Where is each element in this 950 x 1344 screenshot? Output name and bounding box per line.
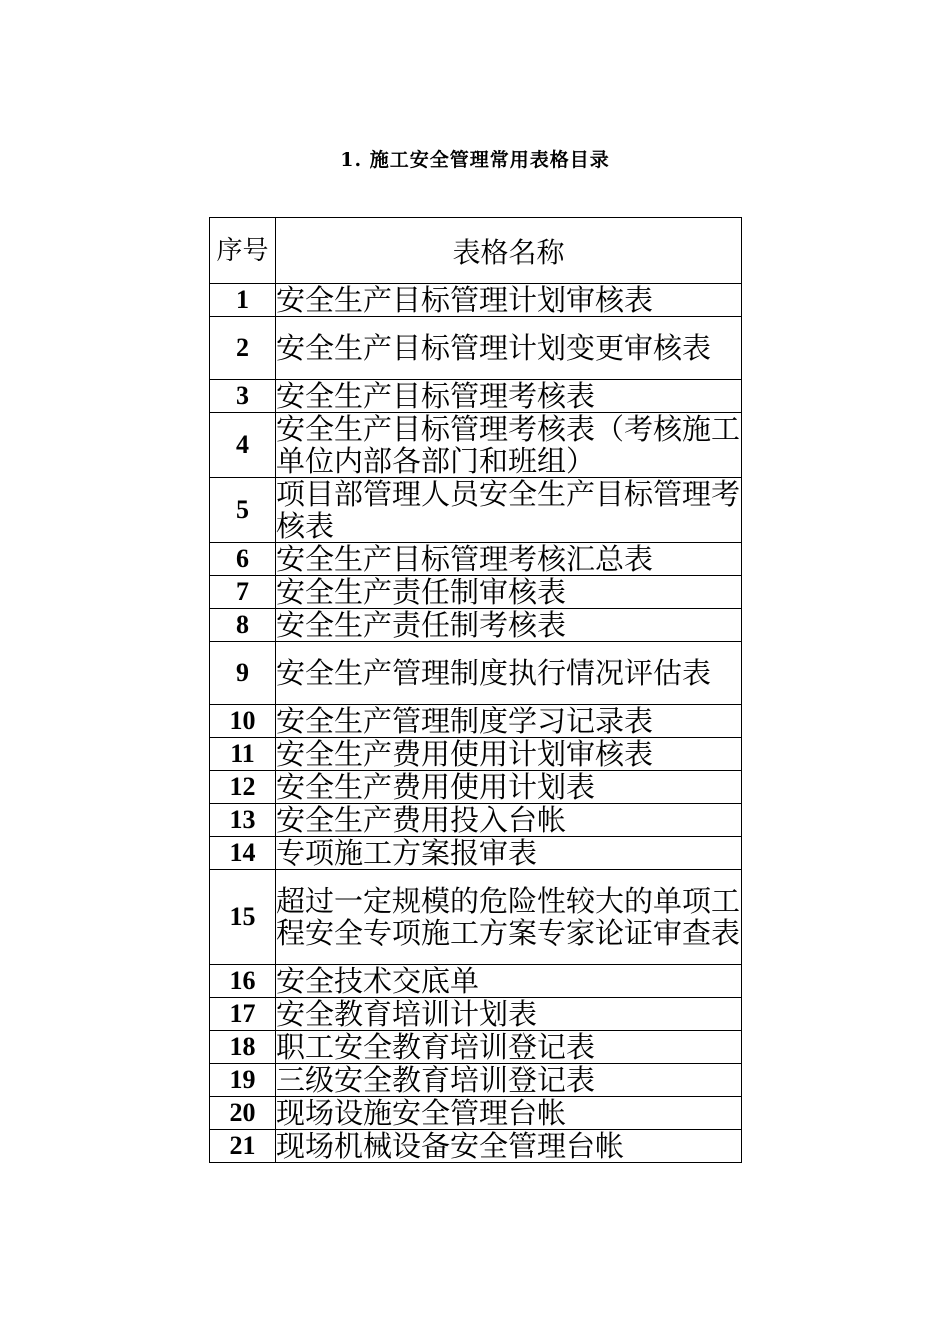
table-row — [210, 478, 742, 543]
table-row — [210, 413, 742, 478]
row-serial-number: 6 — [210, 543, 276, 576]
table-row — [210, 1130, 742, 1163]
header-serial-number: 序号 — [210, 218, 276, 284]
row-form-name: 安全技术交底单 — [276, 965, 742, 998]
table-row — [210, 642, 742, 705]
row-form-name: 安全生产目标管理考核表（考核施工单位内部各部门和班组） — [276, 412, 741, 478]
row-form-name: 超过一定规模的危险性较大的单项工程安全专项施工方案专家论证审查表 — [276, 870, 742, 965]
row-form-name: 安全生产费用投入台帐 — [276, 804, 742, 837]
table-row — [210, 576, 742, 609]
table-body — [210, 284, 742, 1163]
table-row — [210, 998, 742, 1031]
row-serial-number: 14 — [210, 837, 276, 870]
row-form-name: 职工安全教育培训登记表 — [276, 1031, 742, 1064]
row-serial-number: 2 — [210, 317, 276, 380]
table-row — [210, 804, 742, 837]
row-form-name: 安全生产目标管理考核表 — [276, 380, 742, 413]
row-form-name: 安全教育培训计划表 — [276, 998, 742, 1031]
row-form-name: 安全生产目标管理计划审核表 — [276, 284, 742, 317]
table-row — [210, 705, 742, 738]
table-row — [210, 317, 742, 380]
table-row — [210, 543, 742, 576]
row-serial-number: 9 — [210, 642, 276, 705]
row-serial-number: 19 — [210, 1064, 276, 1097]
row-serial-number: 18 — [210, 1031, 276, 1064]
row-form-name: 安全生产责任制审核表 — [276, 576, 742, 609]
row-serial-number: 8 — [210, 609, 276, 642]
table-row — [210, 609, 742, 642]
table-row — [210, 380, 742, 413]
table-row — [210, 1097, 742, 1130]
row-form-name: 三级安全教育培训登记表 — [276, 1064, 742, 1097]
row-serial-number: 11 — [210, 738, 276, 771]
row-serial-number: 17 — [210, 998, 276, 1031]
row-serial-number: 15 — [210, 870, 276, 965]
table-row — [210, 1031, 742, 1064]
row-serial-number: 12 — [210, 771, 276, 804]
table-row — [210, 738, 742, 771]
row-serial-number: 5 — [210, 478, 276, 543]
table-row — [210, 284, 742, 317]
row-serial-number: 3 — [210, 380, 276, 413]
row-serial-number: 4 — [210, 413, 276, 478]
table-row — [210, 965, 742, 998]
row-form-name: 安全生产管理制度学习记录表 — [276, 705, 742, 738]
row-serial-number: 7 — [210, 576, 276, 609]
table-row — [210, 837, 742, 870]
table-row — [210, 870, 742, 965]
row-form-name: 项目部管理人员安全生产目标管理考核表 — [276, 477, 741, 543]
row-serial-number: 16 — [210, 965, 276, 998]
row-serial-number: 20 — [210, 1097, 276, 1130]
table-header-row — [210, 218, 742, 284]
row-form-name: 安全生产费用使用计划审核表 — [276, 738, 742, 771]
row-serial-number: 13 — [210, 804, 276, 837]
row-form-name: 专项施工方案报审表 — [276, 837, 742, 870]
row-serial-number: 1 — [210, 284, 276, 317]
row-form-name: 现场机械设备安全管理台帐 — [276, 1130, 742, 1163]
row-form-name: 安全生产目标管理考核汇总表 — [276, 543, 742, 576]
row-serial-number: 21 — [210, 1130, 276, 1163]
table-row — [210, 1064, 742, 1097]
header-form-name: 表格名称 — [276, 218, 742, 284]
row-form-name: 安全生产目标管理计划变更审核表 — [276, 317, 742, 380]
forms-index-table — [209, 217, 742, 1163]
page-title: 1. 施工安全管理常用表格目录 — [340, 149, 610, 171]
row-form-name: 现场设施安全管理台帐 — [276, 1097, 742, 1130]
row-form-name: 安全生产费用使用计划表 — [276, 771, 742, 804]
row-serial-number: 10 — [210, 705, 276, 738]
row-form-name: 安全生产管理制度执行情况评估表 — [276, 642, 742, 705]
row-form-name: 安全生产责任制考核表 — [276, 609, 742, 642]
table-row — [210, 771, 742, 804]
